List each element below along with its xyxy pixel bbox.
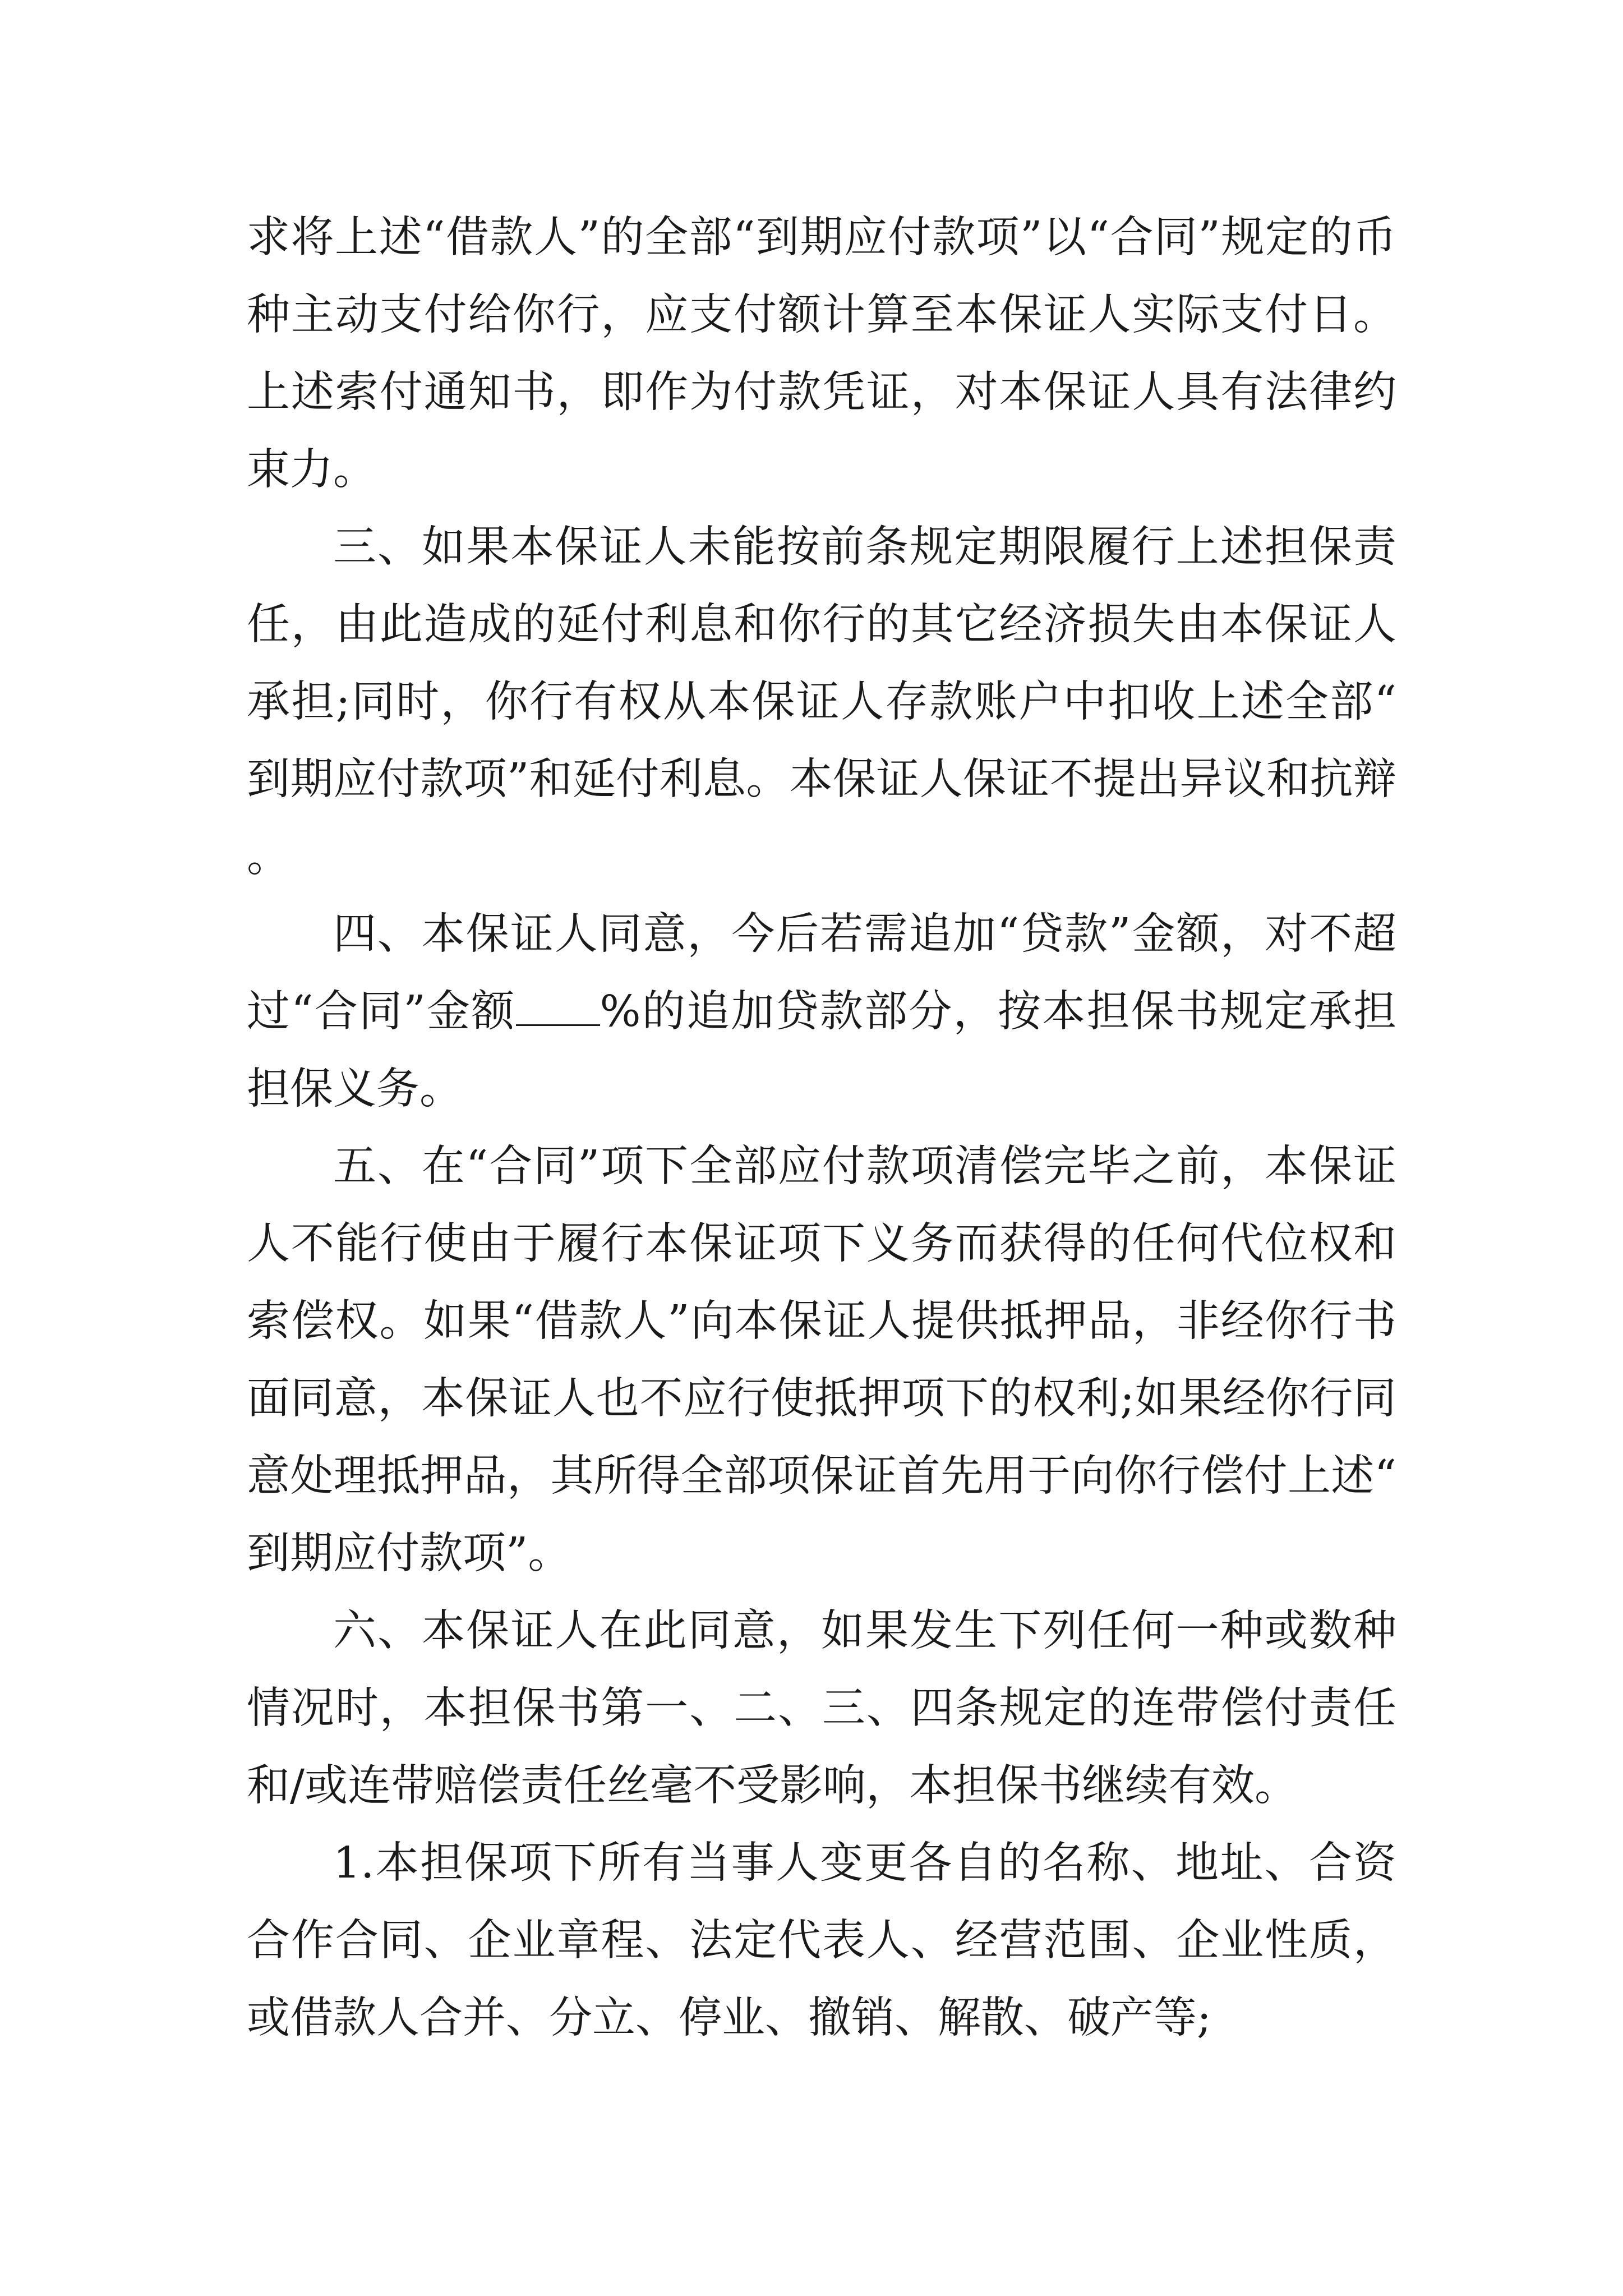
paragraph-clause-four xyxy=(247,896,1396,1128)
paragraph-clause-three: 三、如果本保证人未能按前条规定期限履行上述担保责任，由此造成的延付利息和你行的其它经济损失由本保证人承担;同时，你行有权从本保证人存款账户中扣收上述全部“到期应付款项”和延付利息。本保证人保证不提出异议和抗辩。 xyxy=(247,522,1396,882)
paragraph-clause-six-item-1: 1.本担保项下所有当事人变更各自的名称、地址、合资合作合同、企业章程、法定代表人、经营范围、企业性质，或借款人合并、分立、停业、撤销、解散、破产等; xyxy=(247,1838,1396,2043)
paragraph-clause-five: 五、在“合同”项下全部应付款项清偿完毕之前，本保证人不能行使由于履行本保证项下义务而获得的任何代位权和索偿权。如果“借款人”向本保证人提供抵押品，非经你行书面同意，本保证人也不应行使抵押项下的权利;如果经你行同意处理抵押品，其所得全部项保证首先用于向你行偿付上述“到期应付款项”。 xyxy=(247,1142,1396,1579)
clause-four-text-before: 四、本保证人同意，今后若需追加“贷款”金额，对不超过“合同”金额 xyxy=(247,909,1396,1037)
clause-four-text-after: %的追加贷款部分，按本担保书规定承担担保义务。 xyxy=(247,987,1396,1114)
document-body xyxy=(247,199,1396,2057)
paragraph-continued: 求将上述“借款人”的全部“到期应付款项”以“合同”规定的币种主动支付给你行，应支付额计算至本保证人实际支付日。上述索付通知书，即作为付款凭证，对本保证人具有法律约束力。 xyxy=(247,213,1396,495)
percentage-blank-field xyxy=(516,991,600,1026)
paragraph-clause-six: 六、本保证人在此同意，如果发生下列任何一种或数种情况时，本担保书第一、二、三、四条规定的连带偿付责任和/或连带赔偿责任丝毫不受影响，本担保书继续有效。 xyxy=(247,1606,1396,1811)
